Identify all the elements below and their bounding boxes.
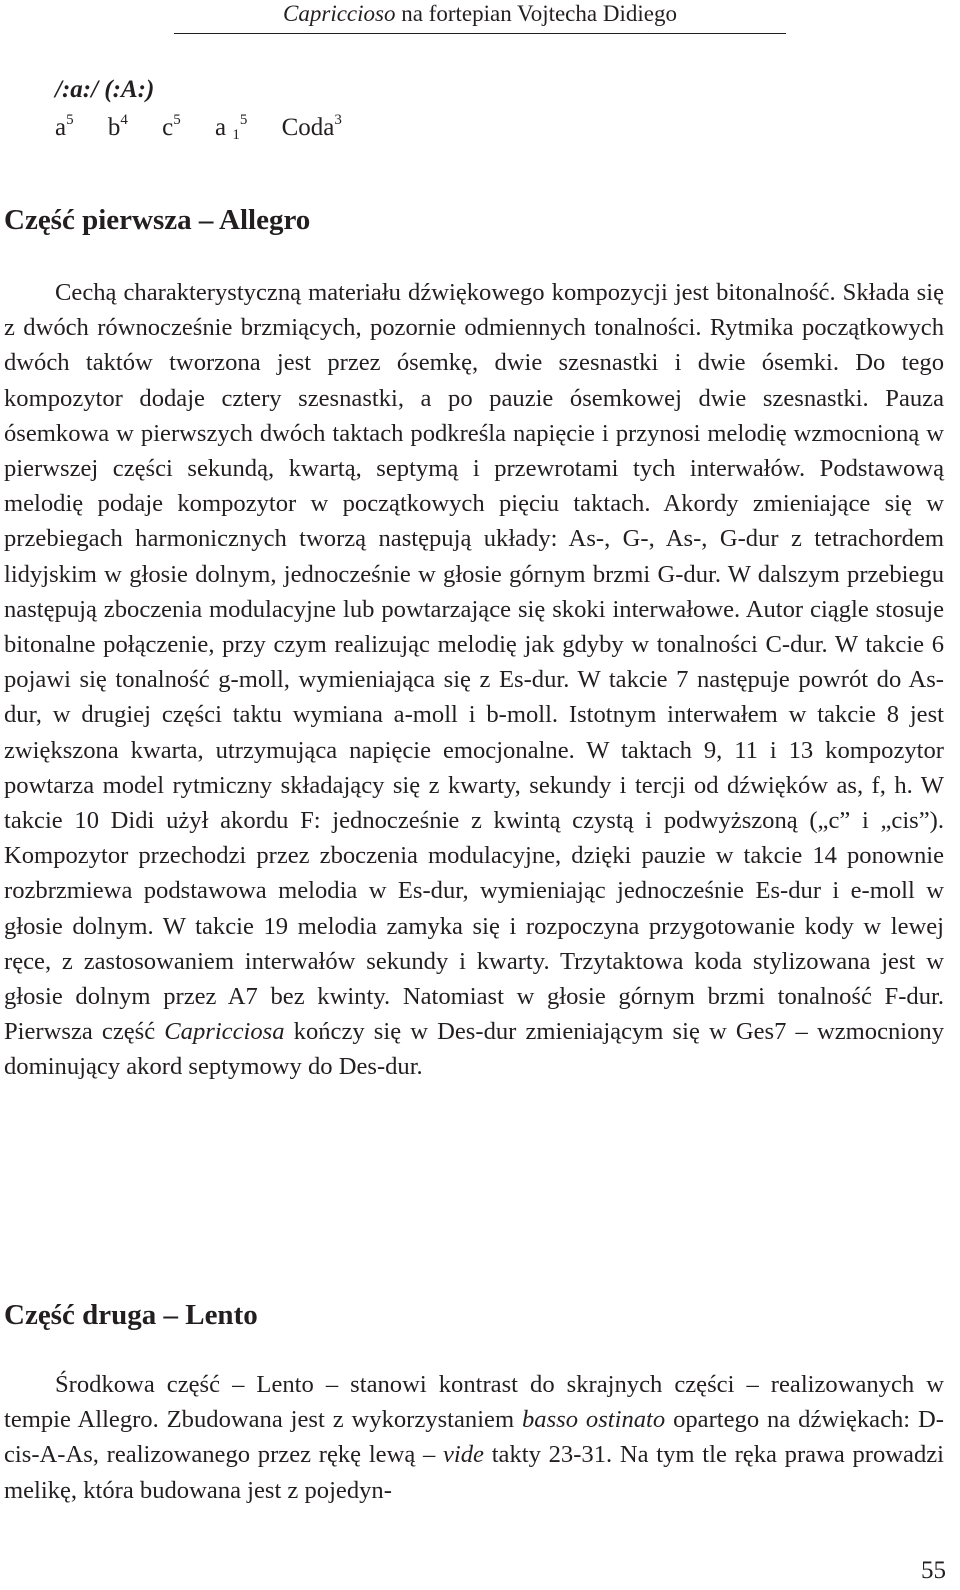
form-item: a $_1^5$ (214, 112, 248, 143)
running-head-title-italic: Capriccioso (283, 1, 396, 26)
form-scheme-repeat: /:a:/ (:A:) (55, 76, 155, 103)
form-item: $b^4$ (107, 112, 128, 141)
page-number: 55 (921, 1557, 946, 1584)
section-body-allegro (4, 275, 944, 1085)
section-heading-allegro: Część pierwsza – Allegro (4, 204, 311, 236)
form-item: Coda$^3$ (281, 112, 342, 141)
section-body-lento (4, 1367, 944, 1508)
paragraph: Cechą charakterystyczną materiału dźwiękowego kompozycji jest bitonalność. Składa się z dwóch równocześnie brzmiących, pozornie odmiennych tonalności. Rytmika początkowych dwóch taktów tworzona jest przez ósemkę, dwie szesnastki i dwie ósemki. Do tego kompozytor dodaje cztery szesnastki, a po pauzie ósemkowej dwie szesnastki. Pauza ósemkowa w pierwszych dwóch taktach podkreśla napięcie i przynosi melodię wzmocnioną w pierwszej części sekundą, kwartą, septymą i przewrotami tych interwałów. Podstawową melodię podaje kompozytor w początkowych pięciu taktach. Akordy zmieniające się w przebiegach harmonicznych tworzą następują układy: As-, G-, As-, G-dur z tetrachordem lidyjskim w głosie dolnym, jednocześnie w głosie górnym brzmi G-dur. W dalszym przebiegu następują zboczenia modulacyjne lub powtarzające się skoki interwałowe. Autor ciągle stosuje bitonalne połączenie, przy czym realizując melodię jak gdyby w tonalności C-dur. W takcie 6 pojawi się tonalność g-moll, wymieniająca się z Es-dur. W takcie 7 następuje powrót do As-dur, w drugiej części taktu wymiana a-moll i b-moll. Istotnym interwałem w takcie 8 jest zwiększona kwarta, utrzymująca napięcie emocjonalne. W taktach 9, 11 i 13 kompozytor powtarza model rytmiczny składający się z kwarty, sekundy i tercji od dźwięków as, f, h. W takcie 10 Didi użył akordu F: jednocześnie z kwintą czystą i podwyższoną („c” i „cis”). Kompozytor przechodzi przez zboczenia modulacyjne, dzięki pauzie w takcie 14 ponownie rozbrzmiewa podstawowa melodia w Es-dur, wymieniając jednocześnie Es-dur i e-moll w głosie dolnym. W takcie 19 melodia zamyka się i rozpoczyna przygotowanie kody w lewej ręce, z zastosowaniem interwałów sekundy i kwarty. Trzytaktowa koda stylizowana jest w głosie dolnym przez A7 bez kwinty. Natomiast w głosie górnym brzmi tonalność F-dur. Pierwsza część Capricciosa kończy się w Des-dur zmieniającym się w Ges7 – wzmocniony dominujący akord septymowy do Des-dur. (4, 279, 945, 1081)
running-head-title-rest: na fortepian Vojtecha Didiego (395, 1, 677, 26)
section-heading-lento: Część druga – Lento (4, 1299, 258, 1331)
running-head (174, 0, 786, 34)
paragraph: Środkowa część – Lento – stanowi kontrast do skrajnych części – realizowanych w tempie Allegro. Zbudowana jest z wykorzystaniem basso ostinato opartego na dźwiękach: D-cis-A-As, realizowanego przez rękę lewą – vide takty 23-31. Na tym tle ręka prawa prowadzi melikę, która budowana jest z pojedyn- (4, 1371, 944, 1504)
form-item: $a^5$ (55, 112, 74, 141)
form-item: $c^5$ (162, 112, 181, 141)
form-scheme-sections (55, 110, 370, 146)
